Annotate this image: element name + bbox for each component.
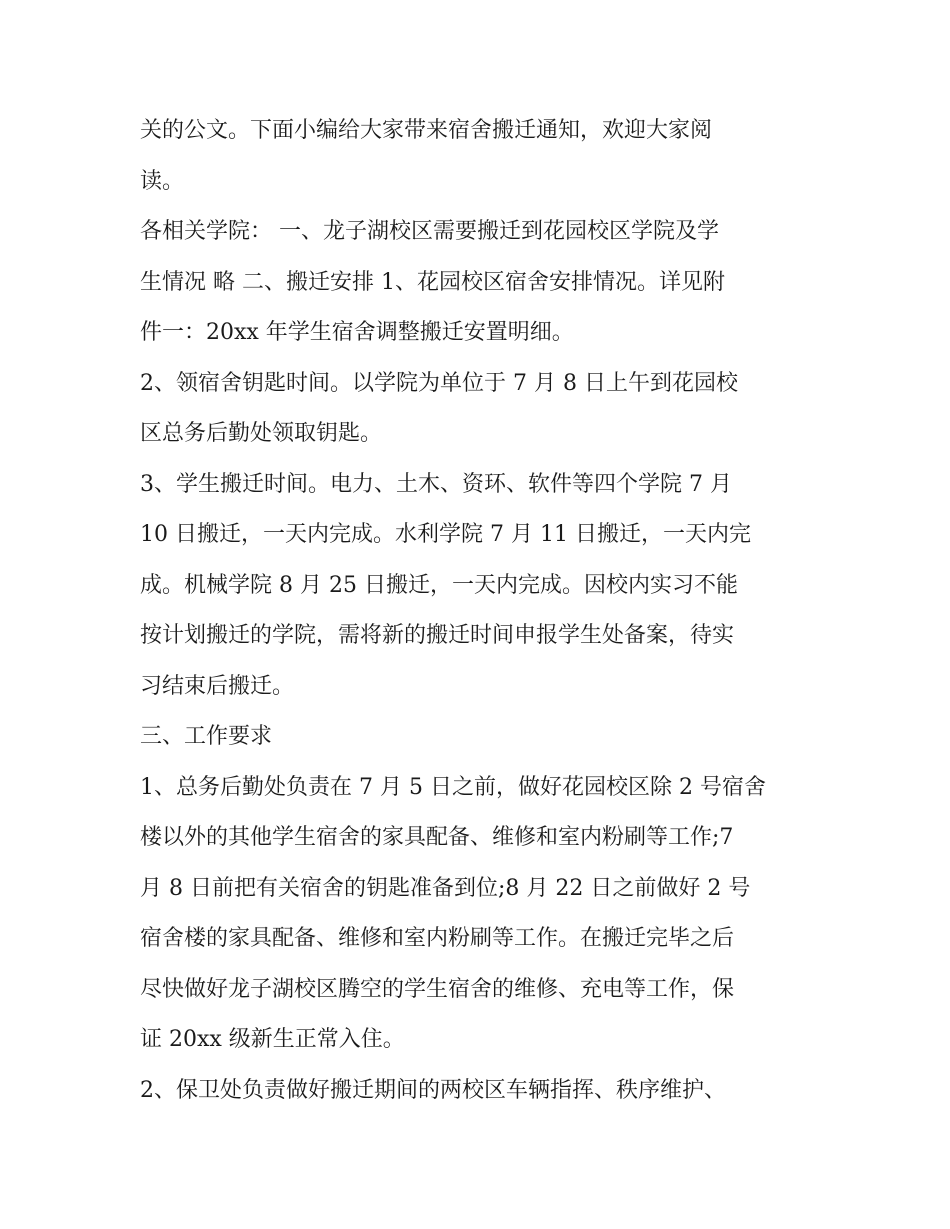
intro-paragraph bbox=[140, 106, 820, 207]
text-line: 按计划搬迁的学院，需将新的搬迁时间申报学生处备案，待实 bbox=[140, 623, 735, 648]
text-line: 10 日搬迁，一天内完成。水利学院 7 月 11 日搬迁，一天内完 bbox=[140, 522, 751, 547]
text-line: 读。 bbox=[140, 168, 185, 194]
text-line: 各相关学院： 一、龙子湖校区需要搬迁到花园校区学院及学 bbox=[140, 219, 719, 244]
section-heading bbox=[140, 712, 820, 763]
text-line: 成。机械学院 8 月 25 日搬迁，一天内完成。因校内实习不能 bbox=[140, 572, 738, 598]
moving-schedule-paragraph bbox=[140, 460, 820, 713]
logistics-paragraph bbox=[140, 763, 820, 1066]
text-line: 习结束后搬迁。 bbox=[140, 673, 295, 699]
salutation-paragraph bbox=[140, 207, 820, 359]
text-line: 宿舍楼的家具配备、维修和室内粉刷等工作。在搬迁完毕之后 bbox=[140, 926, 735, 951]
text-line: 3、学生搬迁时间。电力、土木、资环、软件等四个学院 7 月 bbox=[140, 471, 732, 497]
text-line: 1、总务后勤处负责在 7 月 5 日之前，做好花园校区除 2 号宿舍 bbox=[140, 774, 766, 800]
text-line: 2、领宿舍钥匙时间。以学院为单位于 7 月 8 日上午到花园校 bbox=[140, 370, 738, 396]
text-line: 尽快做好龙子湖校区腾空的学生宿舍的维修、充电等工作，保 bbox=[140, 976, 735, 1002]
key-pickup-paragraph bbox=[140, 359, 820, 460]
document-body bbox=[140, 106, 820, 1116]
text-line: 生情况 略 二、搬迁安排 1、花园校区宿舍安排情况。详见附 bbox=[140, 269, 725, 295]
heading-line: 三、工作要求 bbox=[140, 724, 273, 749]
text-line: 关的公文。下面小编给大家带来宿舍搬迁通知，欢迎大家阅 bbox=[140, 118, 713, 143]
text-line: 区总务后勤处领取钥匙。 bbox=[140, 421, 383, 446]
security-paragraph bbox=[140, 1066, 820, 1117]
text-line: 2、保卫处负责做好搬迁期间的两校区车辆指挥、秩序维护、 bbox=[140, 1077, 726, 1103]
text-line: 证 20xx 级新生正常入住。 bbox=[140, 1027, 405, 1052]
text-line: 楼以外的其他学生宿舍的家具配备、维修和室内粉刷等工作;7 bbox=[140, 825, 734, 850]
text-line: 月 8 日前把有关宿舍的钥匙准备到位;8 月 22 日之前做好 2 号 bbox=[140, 875, 751, 901]
text-line: 件一：20xx 年学生宿舍调整搬迁安置明细。 bbox=[140, 320, 574, 345]
